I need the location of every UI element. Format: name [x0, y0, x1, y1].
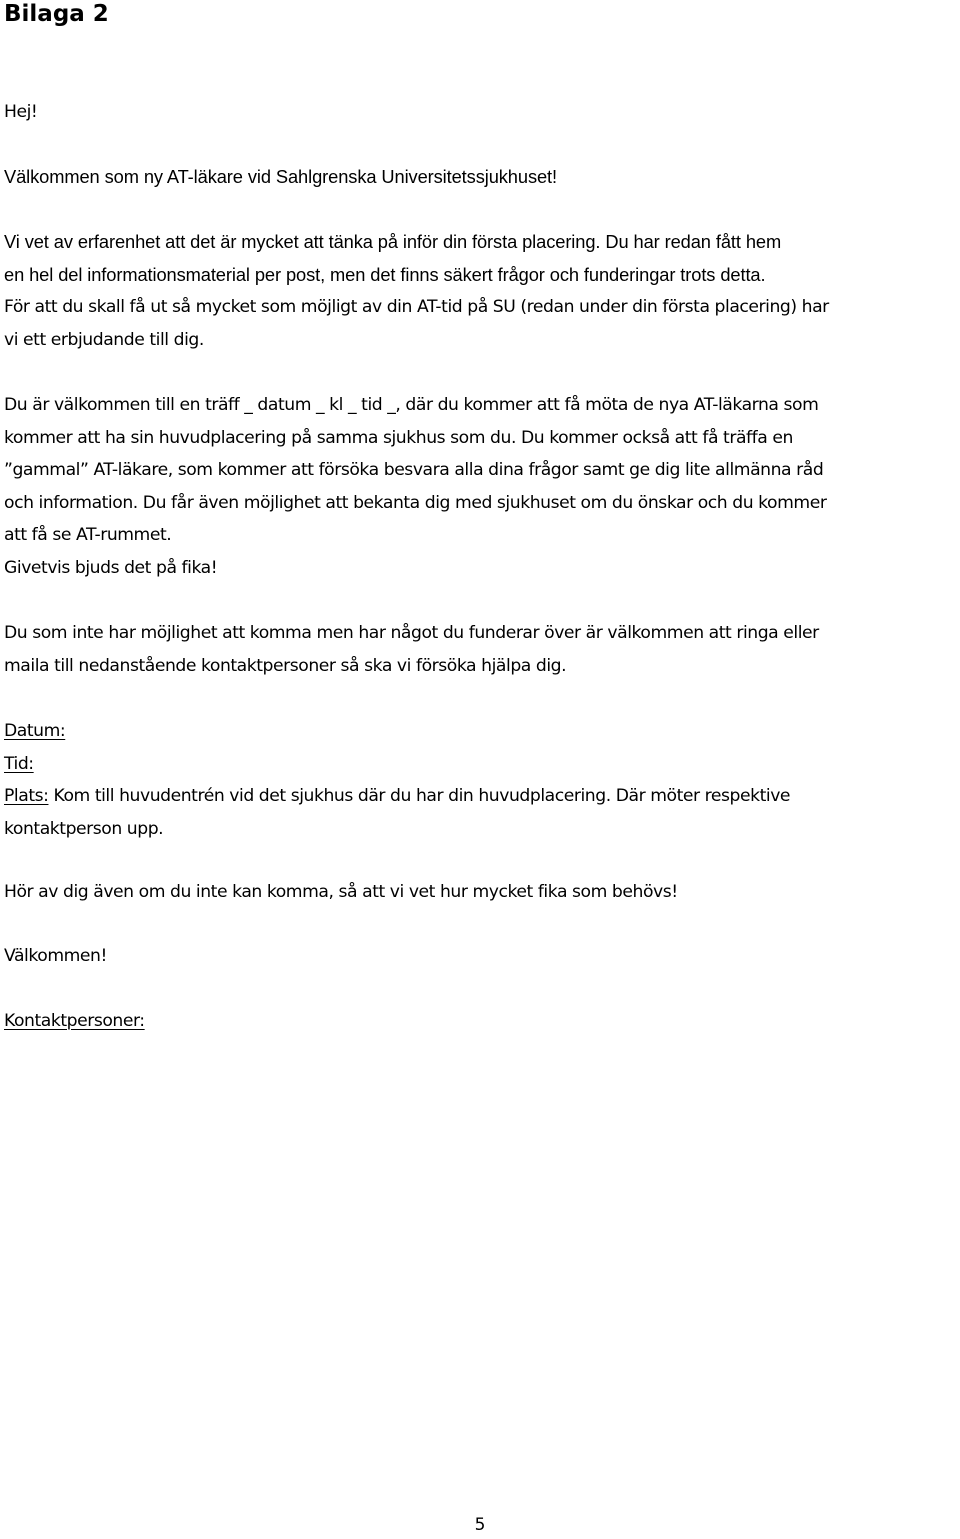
invitation-line: att få se AT-rummet.: [4, 525, 172, 545]
contacts-label: Kontaktpersoner:: [4, 1011, 145, 1031]
intro-line: Vi vet av erfarenhet att det är mycket att tänka på inför din första placering. Du har redan fått hem: [4, 231, 782, 252]
rsvp-line: Hör av dig även om du inte kan komma, så att vi vet hur mycket fika som behövs!: [4, 882, 678, 902]
page-number: 5: [474, 1515, 486, 1535]
contacts-heading: [4, 1005, 958, 1038]
invitation-line: Du är välkommen till en träff _ datum _ kl _ tid _, där du kommer att få möta de nya AT-läkarna som: [4, 395, 819, 415]
invitation-line: kommer att ha sin huvudplacering på samma sjukhus som du. Du kommer också att få träffa en: [4, 427, 793, 448]
greeting: Hej!: [4, 102, 38, 122]
invitation-paragraph: [4, 389, 958, 584]
intro-line: vi ett erbjudande till dig.: [4, 329, 204, 350]
meeting-details: [4, 715, 958, 845]
document-heading: Bilaga 2: [4, 1, 109, 27]
closing-line: Välkommen!: [4, 946, 107, 966]
date-row: [4, 715, 958, 748]
date-label: Datum:: [4, 721, 66, 741]
place-label: Plats:: [4, 786, 49, 806]
intro-paragraph: [4, 226, 958, 356]
intro-line: en hel del informationsmaterial per post, men det finns säkert frågor och funderingar trots detta.: [4, 263, 766, 285]
contact-note-line: Du som inte har möjlighet att komma men har något du funderar över är välkommen att ringa eller: [4, 623, 819, 643]
invitation-line: Givetvis bjuds det på fika!: [4, 557, 218, 578]
place-row: [4, 780, 958, 813]
place-row-continued: kontaktperson upp.: [4, 818, 164, 839]
welcome-line: Välkommen som ny AT-läkare vid Sahlgrenska Universitetssjukhuset!: [4, 166, 558, 187]
time-row: [4, 748, 958, 781]
intro-line: För att du skall få ut så mycket som möjligt av din AT-tid på SU (redan under din första placering) har: [4, 297, 829, 317]
time-label: Tid:: [4, 753, 34, 774]
invitation-line: och information. Du får även möjlighet att bekanta dig med sjukhuset om du önskar och du kommer: [4, 492, 827, 513]
invitation-line: ”gammal” AT-läkare, som kommer att försöka besvara alla dina frågor samt ge dig lite allmänna råd: [4, 460, 824, 480]
place-text: Kom till huvudentrén vid det sjukhus där du har din huvudplacering. Där möter respektive: [48, 786, 791, 806]
contact-note-paragraph: [4, 617, 958, 682]
contact-note-line: maila till nedanstående kontaktpersoner så ska vi försöka hjälpa dig.: [4, 655, 567, 676]
